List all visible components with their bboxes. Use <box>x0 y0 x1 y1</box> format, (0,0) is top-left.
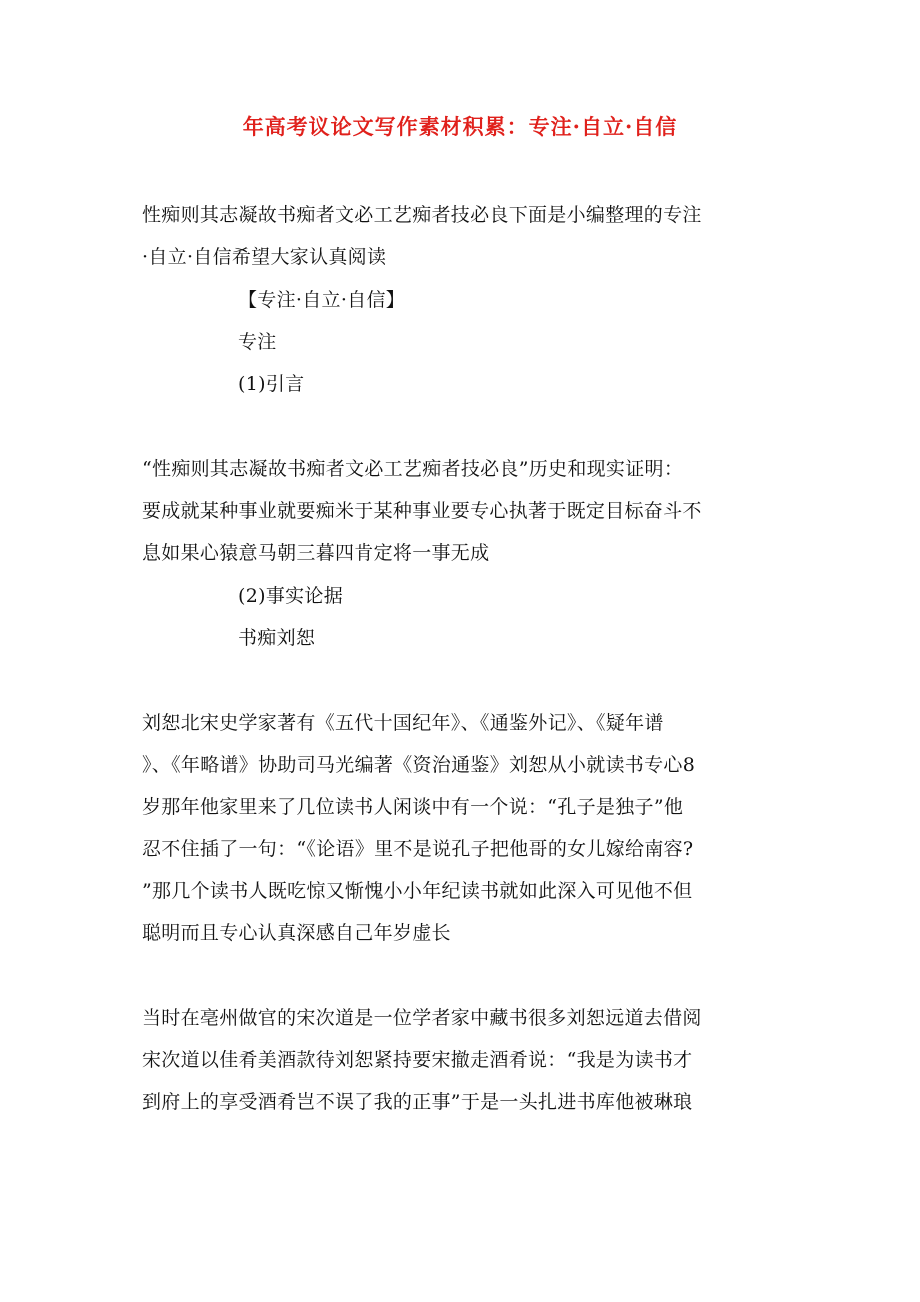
paragraph-2-line-1: 刘恕北宋史学家著有《五代十国纪年》、《通鉴外记》、《疑年谱 <box>142 712 664 734</box>
item-heading-2: (2)事实论据 <box>238 585 344 607</box>
paragraph-2-line-3: 岁那年他家里来了几位读书人闲谈中有一个说：“孔子是独子”他 <box>142 796 684 818</box>
paragraph-2-line-5: ”那几个读书人既吃惊又惭愧小小年纪读书就如此深入可见他不但 <box>142 880 693 902</box>
paragraph-1-line-3: 息如果心猿意马朝三暮四肯定将一事无成 <box>142 542 490 564</box>
paragraph-2-line-2: 》、《年略谱》协助司马光编著《资治通鉴》刘恕从小就读书专心8 <box>142 754 696 776</box>
paragraph-3-line-2: 宋次道以佳肴美酒款待刘恕紧持要宋撤走酒肴说：“我是为读书才 <box>142 1049 693 1071</box>
paragraph-1-line-1: “性痴则其志凝故书痴者文必工艺痴者技必良”历史和现实证明： <box>142 458 684 480</box>
subsection-heading: 专注 <box>238 331 277 353</box>
item-heading-1: (1)引言 <box>238 373 305 395</box>
intro-line-2: ·自立·自信希望大家认真阅读 <box>142 246 387 268</box>
paragraph-2-line-6: 聪明而且专心认真深感自己年岁虚长 <box>142 922 451 944</box>
paragraph-3-line-1: 当时在亳州做官的宋次道是一位学者家中藏书很多刘恕远道去借阅 <box>142 1007 702 1029</box>
section-heading: 【专注·自立·自信】 <box>238 289 406 311</box>
example-title: 书痴刘恕 <box>238 627 316 649</box>
paragraph-2-line-4: 忍不住插了一句：“《论语》里不是说孔子把他哥的女儿嫁给南容? <box>142 838 694 860</box>
document-title: 年高考议论文写作素材积累：专注·自立·自信 <box>242 114 678 139</box>
paragraph-1-line-2: 要成就某种事业就要痴米于某种事业要专心执著于既定目标奋斗不 <box>142 500 702 522</box>
intro-line-1: 性痴则其志凝故书痴者文必工艺痴者技必良下面是小编整理的专注 <box>142 204 702 226</box>
paragraph-3-line-3: 到府上的享受酒肴岂不误了我的正事”于是一头扎进书库他被琳琅 <box>142 1091 693 1113</box>
